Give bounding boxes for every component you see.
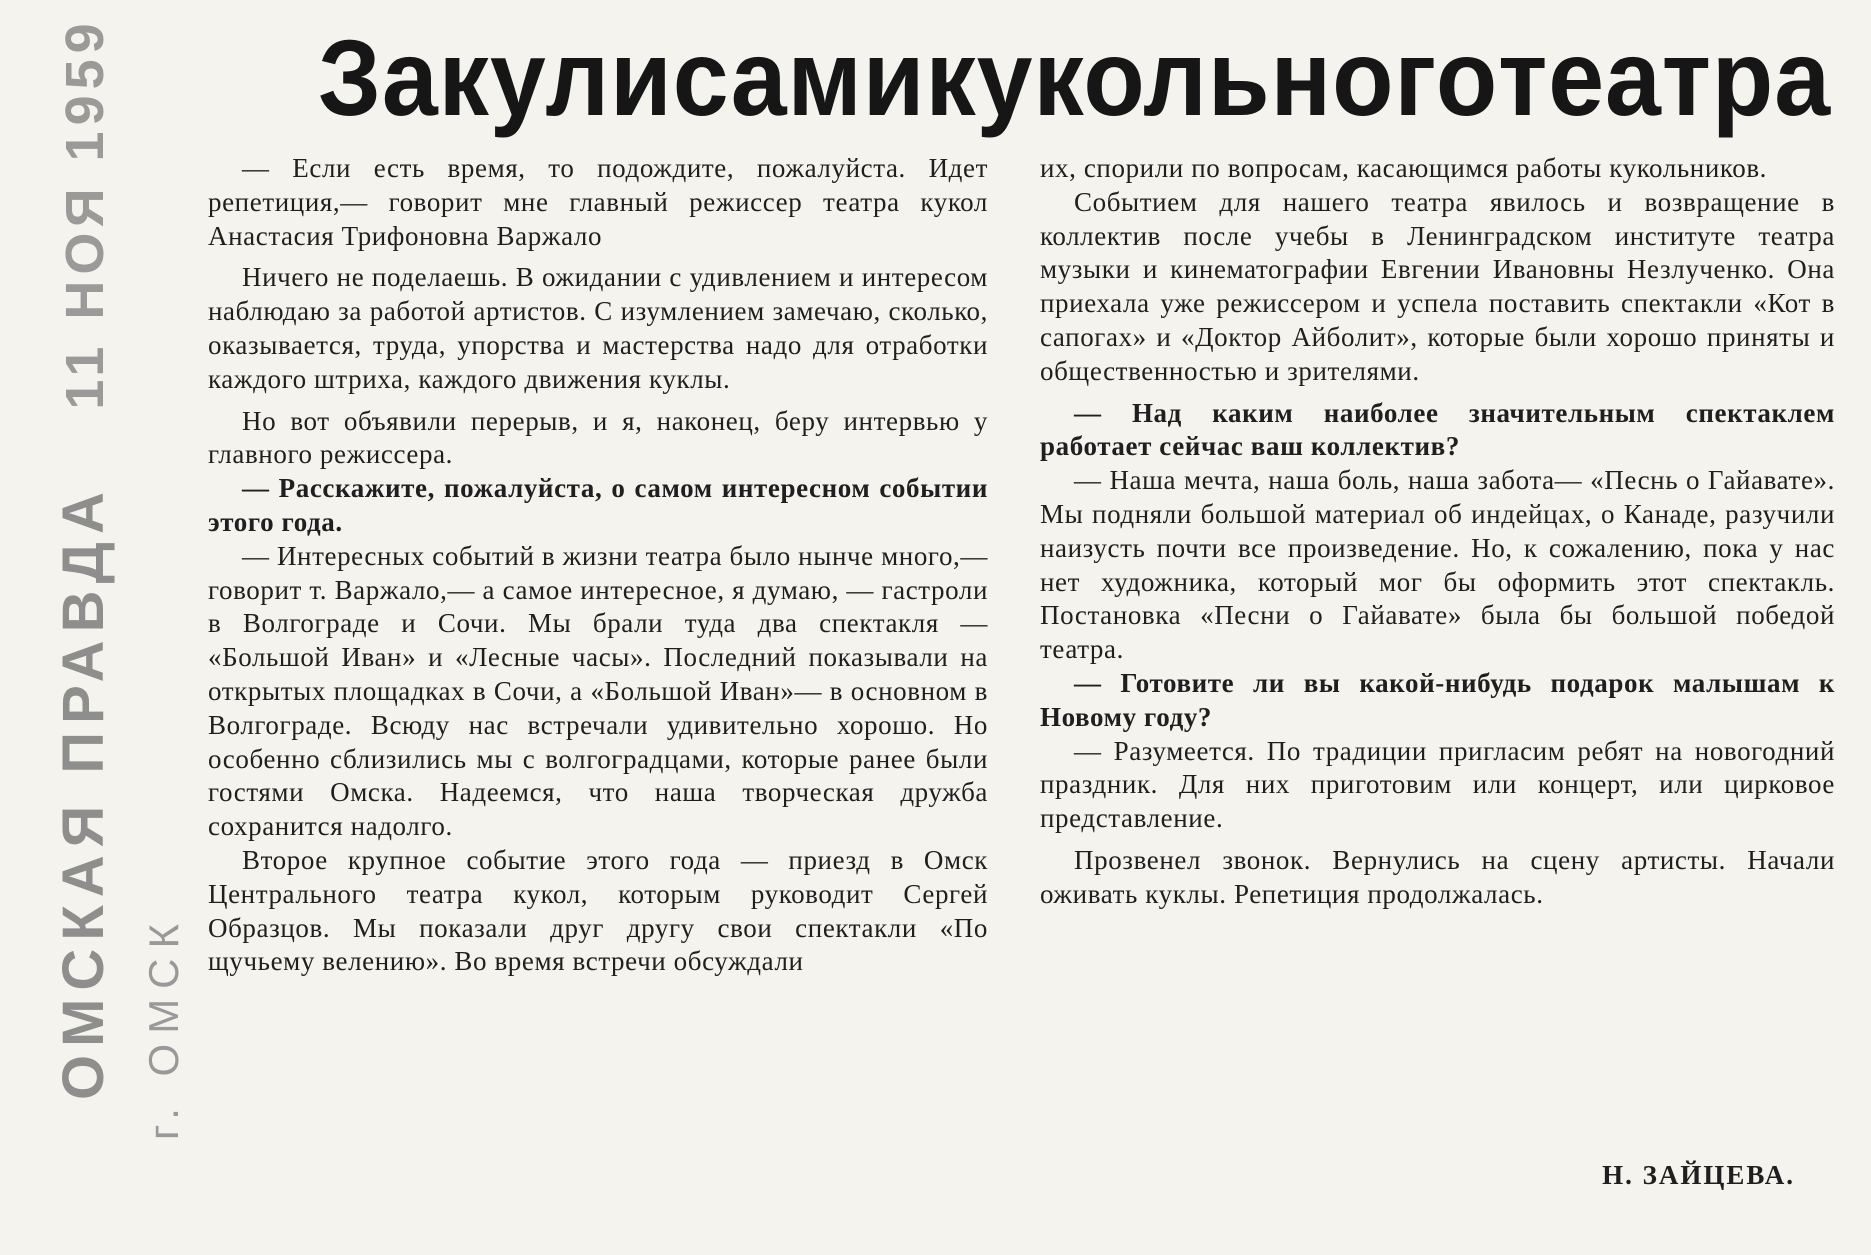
paragraph: Ничего не поделаешь. В ожидании с удивлением и интересом наблюдаю за работой артистов. С изумлением замечаю, сколько, оказывается, труда, упорства и мастерства надо для отработки каждого штриха, каждого движения куклы. [208, 262, 988, 394]
paragraph: — Разумеется. По традиции пригласим ребят на новогодний праздник. Для них приготовим или концерт, или цирковое представление. [1040, 735, 1835, 834]
headline-word: театра [1498, 17, 1832, 138]
paragraph: — Если есть время, то подождите, пожалуйста. Идет репетиция,— говорит мне главный режиссер театра кукол Анастасия Трифоновна Варжало [208, 153, 988, 251]
stamp-date: 11 НОЯ 1959 [55, 17, 115, 410]
stamp-city: г. ОМСК [140, 914, 187, 1140]
paragraph: — Наша мечта, наша боль, наша забота— «Песнь о Гайавате». Мы подняли большой материал об индейцах, о Канаде, разучили наизусть почти все произведение. Но, к сожалению, пока у нас нет художника, который мог бы оформить этот спектакль. Постановка «Песни о Гайавате» была бы большой победой театра. [1040, 465, 1835, 665]
paragraph: Прозвенел звонок. Вернулись на сцену артисты. Начали оживать куклы. Репетиция продолжалась. [1040, 844, 1835, 909]
article-column-right [1040, 152, 1835, 912]
archive-stamp [50, 17, 117, 1100]
paragraph: Событием для нашего театра явилось и возвращение в коллектив после учебы в Ленинградском институте театра музыки и кинематографии Евгении Ивановны Незлученко. Она приехала уже режиссером и успела поставить спектакли «Кот в сапогах» и «Доктор Айболит», которые были хорошо приняты и общественностью и зрителями. [1040, 186, 1835, 386]
interview-question: — Над каким наиболее значительным спектаклем работает сейчас ваш коллектив? [1040, 397, 1835, 462]
paragraph: — Интересных событий в жизни театра было нынче много,— говорит т. Варжало,— а самое интересное, я думаю, — гастроли в Волгограде и Сочи. Мы брали туда два спектакля — «Большой Иван» и «Лесные часы». Последний показывали на открытых площадках в Сочи, а «Большой Иван»— в основном в Волгограде. Всюду нас встречали удивительно хорошо. Но особенно сблизились мы с волгоградцами, которые ранее были гостями Омска. Надеемся, что наша творческая дружба сохранится надолго. [208, 540, 988, 842]
stamp-newspaper-name: ОМСКАЯ ПРАВДА [51, 484, 116, 1100]
author-signature: Н. ЗАЙЦЕВА. [1602, 1160, 1795, 1190]
article-headline [318, 8, 1832, 148]
paragraph: Второе крупное событие этого года — приезд в Омск Центрального театра кукол, которым руководит Сергей Образцов. Мы показали друг другу свои спектакли «По щучьему велению». Во время встречи обсуждали [208, 844, 988, 977]
interview-question: — Готовите ли вы какой-нибудь подарок малышам к Новому году? [1040, 667, 1835, 732]
interview-question: — Расскажите, пожалуйста, о самом интересном событии этого года. [208, 473, 988, 537]
headline-word: За [318, 17, 439, 138]
headline-word: кукольного [925, 17, 1499, 138]
paragraph: их, спорили по вопросам, касающимся работы кукольников. [1040, 153, 1768, 183]
article-column-left [208, 152, 988, 979]
headline-word: кулисами [438, 17, 926, 138]
paragraph: Но вот объявили перерыв, и я, наконец, беру интервью у главного режиссера. [208, 405, 988, 470]
